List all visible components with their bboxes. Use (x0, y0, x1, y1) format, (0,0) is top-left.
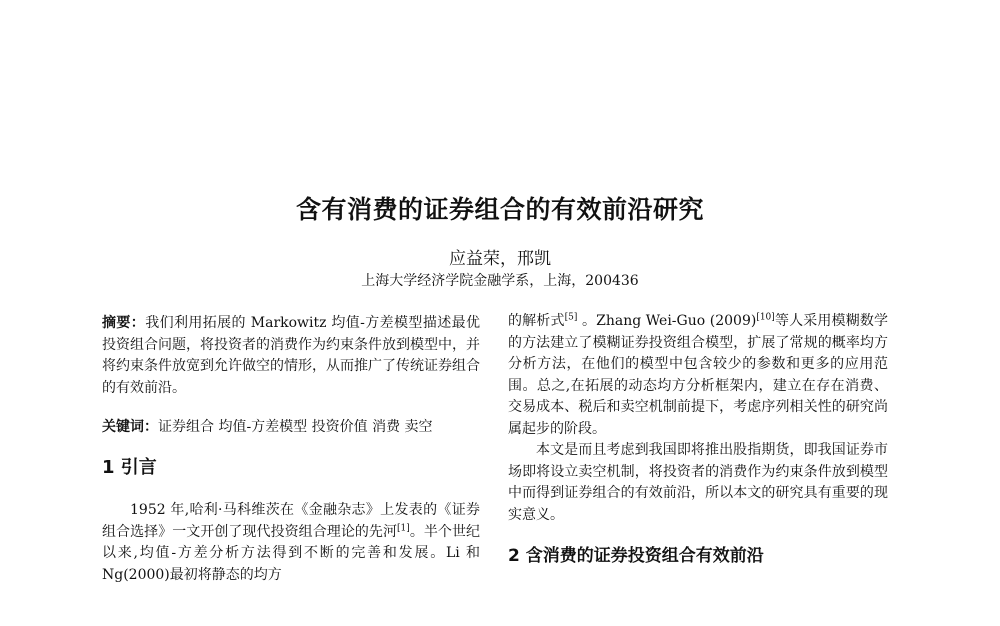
motivation-paragraph: 本文是而且考虑到我国即将推出股指期货，即我国证券市场即将设立卖空机制，将投资者的消费作为约束条件放到模型中而得到证券组合的有效前沿，所以本文的研究具有重要的现实意义。 (508, 442, 888, 523)
intro-text-b: 。半个世纪以来,均值-方差分析方法得到不断的完善和发展。Li 和 Ng(2000)最初将静态的均方 (102, 523, 481, 583)
abstract-text: 我们利用拓展的 Markowitz 均值-方差模型描述最优投资组合问题，将投资者的消费作为约束条件放到模型中，并将约束条件放宽到允许做空的情形，从而推广了传统证券组合的有效前沿。 (102, 315, 481, 396)
citation-ref: [1] (397, 522, 410, 533)
abstract (102, 313, 480, 399)
authors: 应益荣，邢凯 (449, 249, 551, 269)
intro-paragraph (102, 500, 480, 586)
section-2-heading: 2 含消费的证券投资组合有效前沿 (508, 546, 764, 566)
citation-ref: [5] (564, 312, 578, 323)
left-column (102, 313, 480, 586)
keywords-text: 证券组合 均值-方差模型 投资价值 消费 卖空 (158, 419, 433, 435)
citation-ref: [10] (756, 312, 775, 323)
affiliation: 上海大学经济学院金融学系，上海，200436 (361, 273, 639, 289)
intro-text-a: 1952 年,哈利·马科维茨在《金融杂志》上发表的《证券组合选择》一文开创了现代投资组合理论的先河 (102, 502, 480, 540)
keywords-label: 关键词： (102, 419, 158, 435)
keywords (102, 417, 480, 439)
literature-paragraph (508, 311, 888, 440)
section-1-heading: 1 引言 (102, 456, 157, 478)
abstract-label: 摘要： (102, 315, 146, 331)
literature-text-b: 。Zhang Wei-Guo (2009) (577, 313, 757, 329)
literature-text-a: 的解析式 (508, 313, 565, 329)
right-column (508, 311, 888, 568)
paper-title: 含有消费的证券组合的有效前沿研究 (295, 195, 704, 224)
literature-text-c: 等人采用模糊数学的方法建立了模糊证券投资组合模型，扩展了常规的概率均方分析方法，在他们的模型中包含较少的参数和更多的应用范围。总之,在拓展的动态均方分析框架内，建立在存在消费、交易成本、税后和卖空机制前提下，考虑序列相关性的研究尚属起步的阶段。 (508, 313, 889, 437)
